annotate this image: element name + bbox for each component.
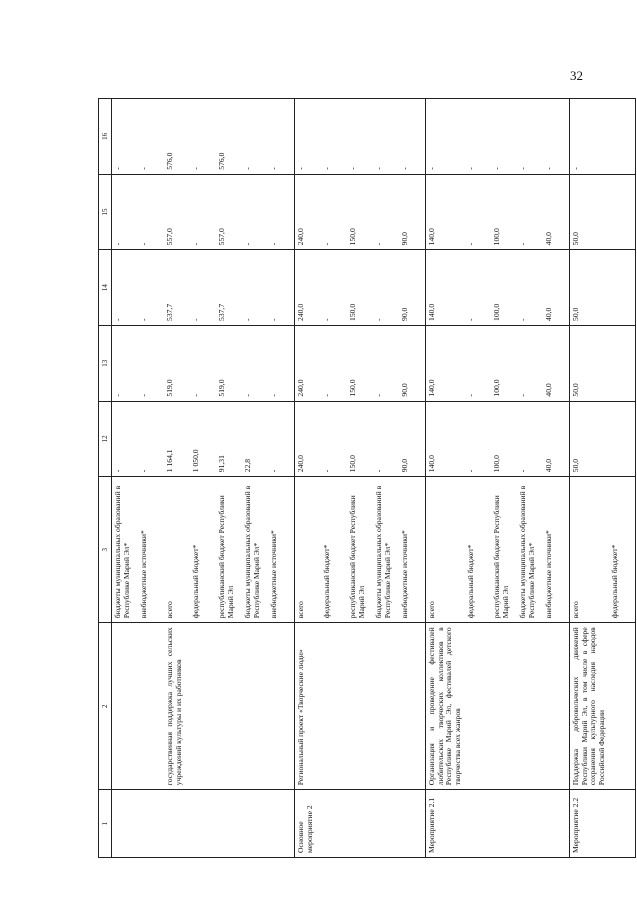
funding-source-cell: бюджеты муниципальных образований в Республике Марий Эл* bbox=[242, 477, 268, 623]
value-cell: - bbox=[268, 174, 295, 250]
activity-name-cell: государственная поддержка лучших сельских учреждений культуры и их работников bbox=[164, 623, 190, 790]
value-cell: - bbox=[138, 99, 164, 175]
value-cell: - bbox=[465, 174, 491, 250]
value-cell: - bbox=[190, 99, 216, 175]
value-cell: 537,7 bbox=[164, 250, 190, 326]
value-cell: 91,31 bbox=[216, 401, 242, 477]
value-cell: - bbox=[517, 325, 543, 401]
header-cell: 12 bbox=[99, 401, 112, 477]
activity-code-cell bbox=[543, 790, 570, 858]
value-cell: 140,0 bbox=[426, 174, 465, 250]
table-row bbox=[373, 99, 399, 858]
funding-source-cell: всего bbox=[295, 477, 322, 623]
value-cell: - bbox=[138, 325, 164, 401]
value-cell: - bbox=[465, 325, 491, 401]
funding-source-cell: федеральный бюджет* bbox=[190, 477, 216, 623]
value-cell: - bbox=[517, 250, 543, 326]
activity-name-cell: Региональный проект «Творческие люди» bbox=[295, 623, 322, 790]
table-row bbox=[399, 99, 426, 858]
value-cell: - bbox=[112, 325, 139, 401]
value-cell: 557,0 bbox=[164, 174, 190, 250]
value-cell: 576,0 bbox=[216, 99, 242, 175]
table-row bbox=[517, 99, 543, 858]
value-cell: - bbox=[465, 99, 491, 175]
value-cell bbox=[609, 250, 636, 326]
activity-code-cell bbox=[112, 790, 139, 858]
value-cell: - bbox=[112, 401, 139, 477]
header-cell: 14 bbox=[99, 250, 112, 326]
funding-source-cell: бюджеты муниципальных образований в Республике Марий Эл* bbox=[517, 477, 543, 623]
value-cell: 519,0 bbox=[164, 325, 190, 401]
value-cell: - bbox=[517, 401, 543, 477]
table-row bbox=[321, 99, 347, 858]
funding-source-cell: внебюджетные источники* bbox=[138, 477, 164, 623]
value-cell: 90,0 bbox=[399, 250, 426, 326]
value-cell: - bbox=[268, 99, 295, 175]
activity-code-cell bbox=[491, 790, 517, 858]
activity-code-cell bbox=[373, 790, 399, 858]
funding-source-cell: федеральный бюджет* bbox=[321, 477, 347, 623]
value-cell: - bbox=[112, 250, 139, 326]
table-row bbox=[543, 99, 570, 858]
value-cell: - bbox=[373, 174, 399, 250]
table-row bbox=[609, 99, 636, 858]
activity-code-cell bbox=[399, 790, 426, 858]
value-cell: 140,0 bbox=[426, 401, 465, 477]
value-cell bbox=[609, 401, 636, 477]
value-cell: - bbox=[373, 99, 399, 175]
activity-name-cell bbox=[347, 623, 373, 790]
value-cell: - bbox=[347, 99, 373, 175]
value-cell: - bbox=[138, 401, 164, 477]
funding-source-cell: федеральный бюджет* bbox=[609, 477, 636, 623]
page-number: 32 bbox=[570, 68, 583, 83]
value-cell: - bbox=[321, 250, 347, 326]
activity-code-cell bbox=[216, 790, 242, 858]
activity-code-cell bbox=[465, 790, 491, 858]
value-cell: - bbox=[242, 174, 268, 250]
value-cell: - bbox=[190, 174, 216, 250]
activity-code-cell bbox=[347, 790, 373, 858]
value-cell bbox=[609, 99, 636, 175]
activity-name-cell bbox=[138, 623, 164, 790]
value-cell: 519,0 bbox=[216, 325, 242, 401]
value-cell: 22,8 bbox=[242, 401, 268, 477]
value-cell: 50,0 bbox=[569, 401, 608, 477]
activity-name-cell bbox=[321, 623, 347, 790]
table-row bbox=[242, 99, 268, 858]
header-cell: 16 bbox=[99, 99, 112, 175]
table-row bbox=[112, 99, 139, 858]
value-cell: - bbox=[517, 99, 543, 175]
table-row bbox=[216, 99, 242, 858]
table-row bbox=[347, 99, 373, 858]
activity-name-cell bbox=[609, 623, 636, 790]
header-cell: 1 bbox=[99, 790, 112, 858]
value-cell: 40,0 bbox=[543, 174, 570, 250]
value-cell: - bbox=[138, 174, 164, 250]
activity-name-cell bbox=[373, 623, 399, 790]
table-row bbox=[491, 99, 517, 858]
activity-code-cell: Мероприятие 2.2 bbox=[569, 790, 608, 858]
activity-name-cell bbox=[399, 623, 426, 790]
value-cell: 140,0 bbox=[426, 250, 465, 326]
value-cell: 100,0 bbox=[491, 401, 517, 477]
value-cell: - bbox=[190, 250, 216, 326]
table-row bbox=[268, 99, 295, 858]
value-cell: 240,0 bbox=[295, 401, 322, 477]
value-cell: 40,0 bbox=[543, 401, 570, 477]
table-body bbox=[112, 99, 636, 858]
activity-code-cell: Основное мероприятие 2 bbox=[295, 790, 322, 858]
value-cell: 557,0 bbox=[216, 174, 242, 250]
value-cell: 90,0 bbox=[399, 401, 426, 477]
value-cell: - bbox=[465, 250, 491, 326]
value-cell: 240,0 bbox=[295, 325, 322, 401]
value-cell: - bbox=[112, 99, 139, 175]
table-row bbox=[295, 99, 322, 858]
value-cell: 100,0 bbox=[491, 174, 517, 250]
value-cell: 50,0 bbox=[569, 174, 608, 250]
activity-code-cell bbox=[321, 790, 347, 858]
activity-code-cell bbox=[609, 790, 636, 858]
value-cell: 40,0 bbox=[543, 250, 570, 326]
header-cell: 3 bbox=[99, 477, 112, 623]
funding-source-cell: бюджеты муниципальных образований в Республике Марий Эл* bbox=[112, 477, 139, 623]
value-cell: 100,0 bbox=[491, 325, 517, 401]
activity-code-cell bbox=[138, 790, 164, 858]
activity-name-cell bbox=[268, 623, 295, 790]
value-cell: 150,0 bbox=[347, 250, 373, 326]
activity-name-cell bbox=[216, 623, 242, 790]
value-cell: - bbox=[399, 99, 426, 175]
table-row bbox=[138, 99, 164, 858]
value-cell: 150,0 bbox=[347, 401, 373, 477]
value-cell: - bbox=[373, 325, 399, 401]
funding-source-cell: федеральный бюджет* bbox=[465, 477, 491, 623]
value-cell: - bbox=[138, 250, 164, 326]
value-cell bbox=[609, 325, 636, 401]
funding-source-cell: внебюджетные источники* bbox=[399, 477, 426, 623]
activity-code-cell bbox=[268, 790, 295, 858]
value-cell: - bbox=[569, 99, 608, 175]
value-cell: 100,0 bbox=[491, 250, 517, 326]
value-cell: - bbox=[321, 99, 347, 175]
value-cell: 90,0 bbox=[399, 325, 426, 401]
value-cell: - bbox=[321, 174, 347, 250]
value-cell: - bbox=[373, 401, 399, 477]
funding-source-cell: республиканский бюджет Республики Марий Эл bbox=[491, 477, 517, 623]
activity-name-cell: Поддержка добровольческих движений Республики Марий Эл, в том числе в сфере сохранения культурного наследия народов Российской Федерации bbox=[569, 623, 608, 790]
funding-source-cell: всего bbox=[164, 477, 190, 623]
value-cell: - bbox=[268, 401, 295, 477]
value-cell: - bbox=[242, 99, 268, 175]
table-row bbox=[465, 99, 491, 858]
rotated-table-container bbox=[98, 98, 637, 858]
value-cell: 1 164,1 bbox=[164, 401, 190, 477]
value-cell: - bbox=[373, 250, 399, 326]
value-cell: 150,0 bbox=[347, 174, 373, 250]
activity-code-cell bbox=[517, 790, 543, 858]
value-cell: 240,0 bbox=[295, 174, 322, 250]
value-cell: 140,0 bbox=[426, 325, 465, 401]
header-cell: 15 bbox=[99, 174, 112, 250]
value-cell: - bbox=[190, 325, 216, 401]
value-cell: - bbox=[491, 99, 517, 175]
table-row bbox=[190, 99, 216, 858]
value-cell: - bbox=[295, 99, 322, 175]
value-cell: 50,0 bbox=[569, 325, 608, 401]
value-cell: 1 050,0 bbox=[190, 401, 216, 477]
funding-source-cell: республиканский бюджет Республики Марий Эл bbox=[347, 477, 373, 623]
value-cell: - bbox=[321, 325, 347, 401]
header-row bbox=[99, 99, 112, 858]
value-cell: 150,0 bbox=[347, 325, 373, 401]
value-cell: - bbox=[465, 401, 491, 477]
value-cell: - bbox=[242, 250, 268, 326]
value-cell: - bbox=[543, 99, 570, 175]
funding-source-cell: республиканский бюджет Республики Марий Эл bbox=[216, 477, 242, 623]
activity-name-cell bbox=[543, 623, 570, 790]
value-cell: - bbox=[268, 325, 295, 401]
funding-source-cell: всего bbox=[426, 477, 465, 623]
activity-name-cell bbox=[491, 623, 517, 790]
activity-code-cell bbox=[164, 790, 190, 858]
table-row bbox=[426, 99, 465, 858]
activity-name-cell bbox=[112, 623, 139, 790]
activity-name-cell bbox=[465, 623, 491, 790]
funding-source-cell: внебюджетные источники* bbox=[268, 477, 295, 623]
activity-code-cell bbox=[242, 790, 268, 858]
activity-name-cell bbox=[190, 623, 216, 790]
activity-code-cell: Мероприятие 2.1 bbox=[426, 790, 465, 858]
value-cell: 240,0 bbox=[295, 250, 322, 326]
value-cell: 537,7 bbox=[216, 250, 242, 326]
value-cell: - bbox=[242, 325, 268, 401]
value-cell: - bbox=[517, 174, 543, 250]
value-cell: 90,0 bbox=[399, 174, 426, 250]
value-cell: 50,0 bbox=[569, 250, 608, 326]
value-cell: - bbox=[426, 99, 465, 175]
funding-source-cell: всего bbox=[569, 477, 608, 623]
value-cell: 576,0 bbox=[164, 99, 190, 175]
funding-source-cell: бюджеты муниципальных образований в Республике Марий Эл* bbox=[373, 477, 399, 623]
activity-name-cell bbox=[517, 623, 543, 790]
value-cell: 40,0 bbox=[543, 325, 570, 401]
budget-table bbox=[98, 98, 636, 858]
activity-code-cell bbox=[190, 790, 216, 858]
table-row bbox=[569, 99, 608, 858]
value-cell: - bbox=[321, 401, 347, 477]
header-cell: 13 bbox=[99, 325, 112, 401]
funding-source-cell: внебюджетные источники* bbox=[543, 477, 570, 623]
activity-name-cell bbox=[242, 623, 268, 790]
value-cell: - bbox=[268, 250, 295, 326]
value-cell: - bbox=[112, 174, 139, 250]
value-cell bbox=[609, 174, 636, 250]
activity-name-cell: Организация и проведение фестивалей любительских творческих коллективов в Республике Марий Эл, фестивалей детского творчества всех жанров bbox=[426, 623, 465, 790]
header-cell: 2 bbox=[99, 623, 112, 790]
table-row bbox=[164, 99, 190, 858]
